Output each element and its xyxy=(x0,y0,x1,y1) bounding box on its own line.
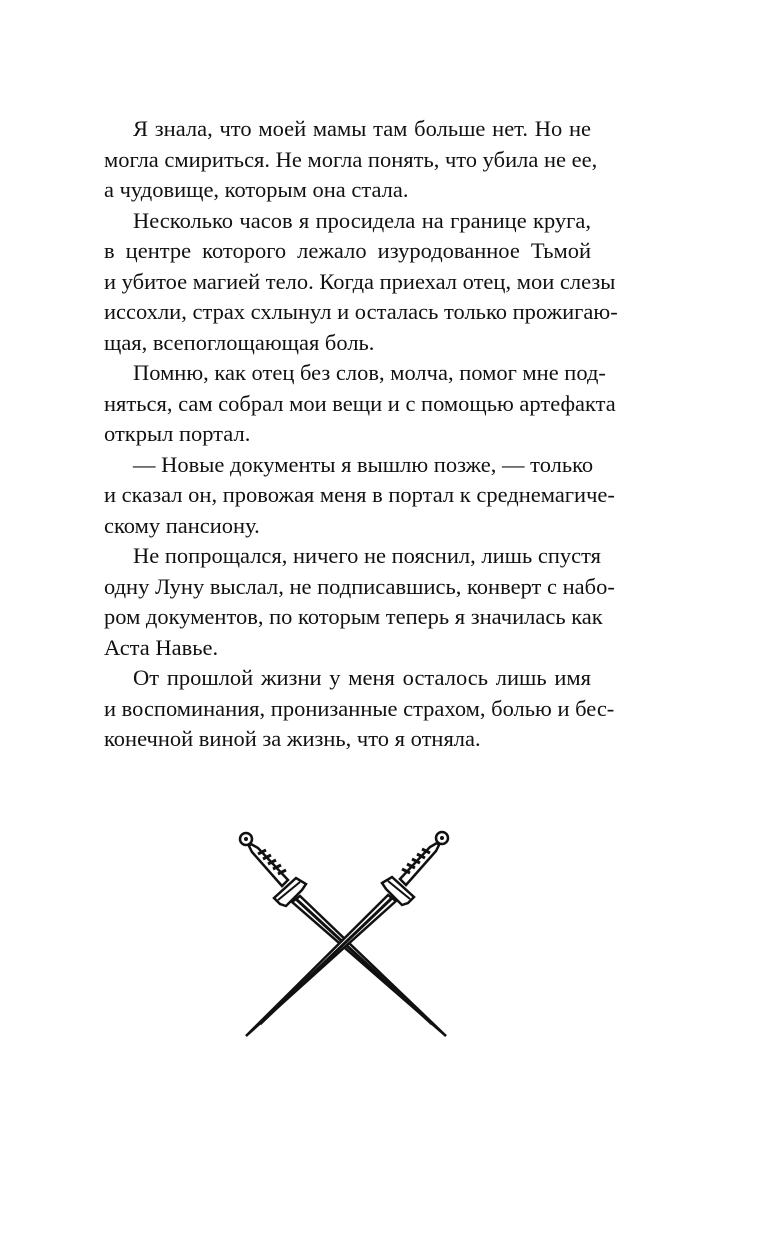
text-line: и убитое магией тело. Когда приехал отец, мои слезы xyxy=(104,268,616,294)
text-line: в центре которого лежало изуродованное Тьмой xyxy=(104,238,591,263)
dagger-right-icon xyxy=(246,832,448,1036)
text-line: открыл портал. xyxy=(104,421,251,446)
text-line: Помню, как отец без слов, молча, помог мне под- xyxy=(133,360,606,385)
paragraph-2 xyxy=(104,206,618,359)
paragraph-3 xyxy=(104,358,616,450)
text-line: иссохли, страх схлынул и осталась только прожигаю- xyxy=(104,299,618,324)
text-line: а чудовище, которым она стала. xyxy=(104,177,409,202)
paragraph-5 xyxy=(104,541,615,663)
paragraph-6 xyxy=(104,663,615,755)
text-line: и сказал он, провожая меня в портал к среднемагиче- xyxy=(104,482,615,507)
text-line: конечной виной за жизнь, что я отняла. xyxy=(104,726,481,751)
text-line: ром документов, по которым теперь я значилась как xyxy=(104,604,603,629)
text-line: щая, всепоглощающая боль. xyxy=(104,329,375,355)
text-line: одну Луну выслал, не подписавшись, конверт с набо- xyxy=(104,573,615,599)
text-line: скому пансиону. xyxy=(104,512,260,538)
text-line: Аста Навье. xyxy=(104,634,219,660)
text-line: няться, сам собрал мои вещи и с помощью артефакта xyxy=(104,390,616,416)
text-line: могла смириться. Не могла понять, что убила не ее, xyxy=(104,146,598,172)
text-line: От прошлой жизни у меня осталось лишь имя xyxy=(133,665,591,690)
paragraph-4 xyxy=(104,450,615,542)
text-line: Я знала, что моей мамы там больше нет. Но не xyxy=(133,116,591,141)
text-line: — Новые документы я вышлю позже, — только xyxy=(133,451,594,477)
text-line: и воспоминания, пронизанные страхом, болью и бес- xyxy=(104,695,615,721)
paragraph-1 xyxy=(104,114,598,206)
text-line: Несколько часов я просидела на границе круга, xyxy=(133,207,591,233)
body-text xyxy=(104,114,618,755)
crossed-daggers-icon xyxy=(236,826,456,1042)
text-line: Не попрощался, ничего не пояснил, лишь спустя xyxy=(133,543,601,568)
